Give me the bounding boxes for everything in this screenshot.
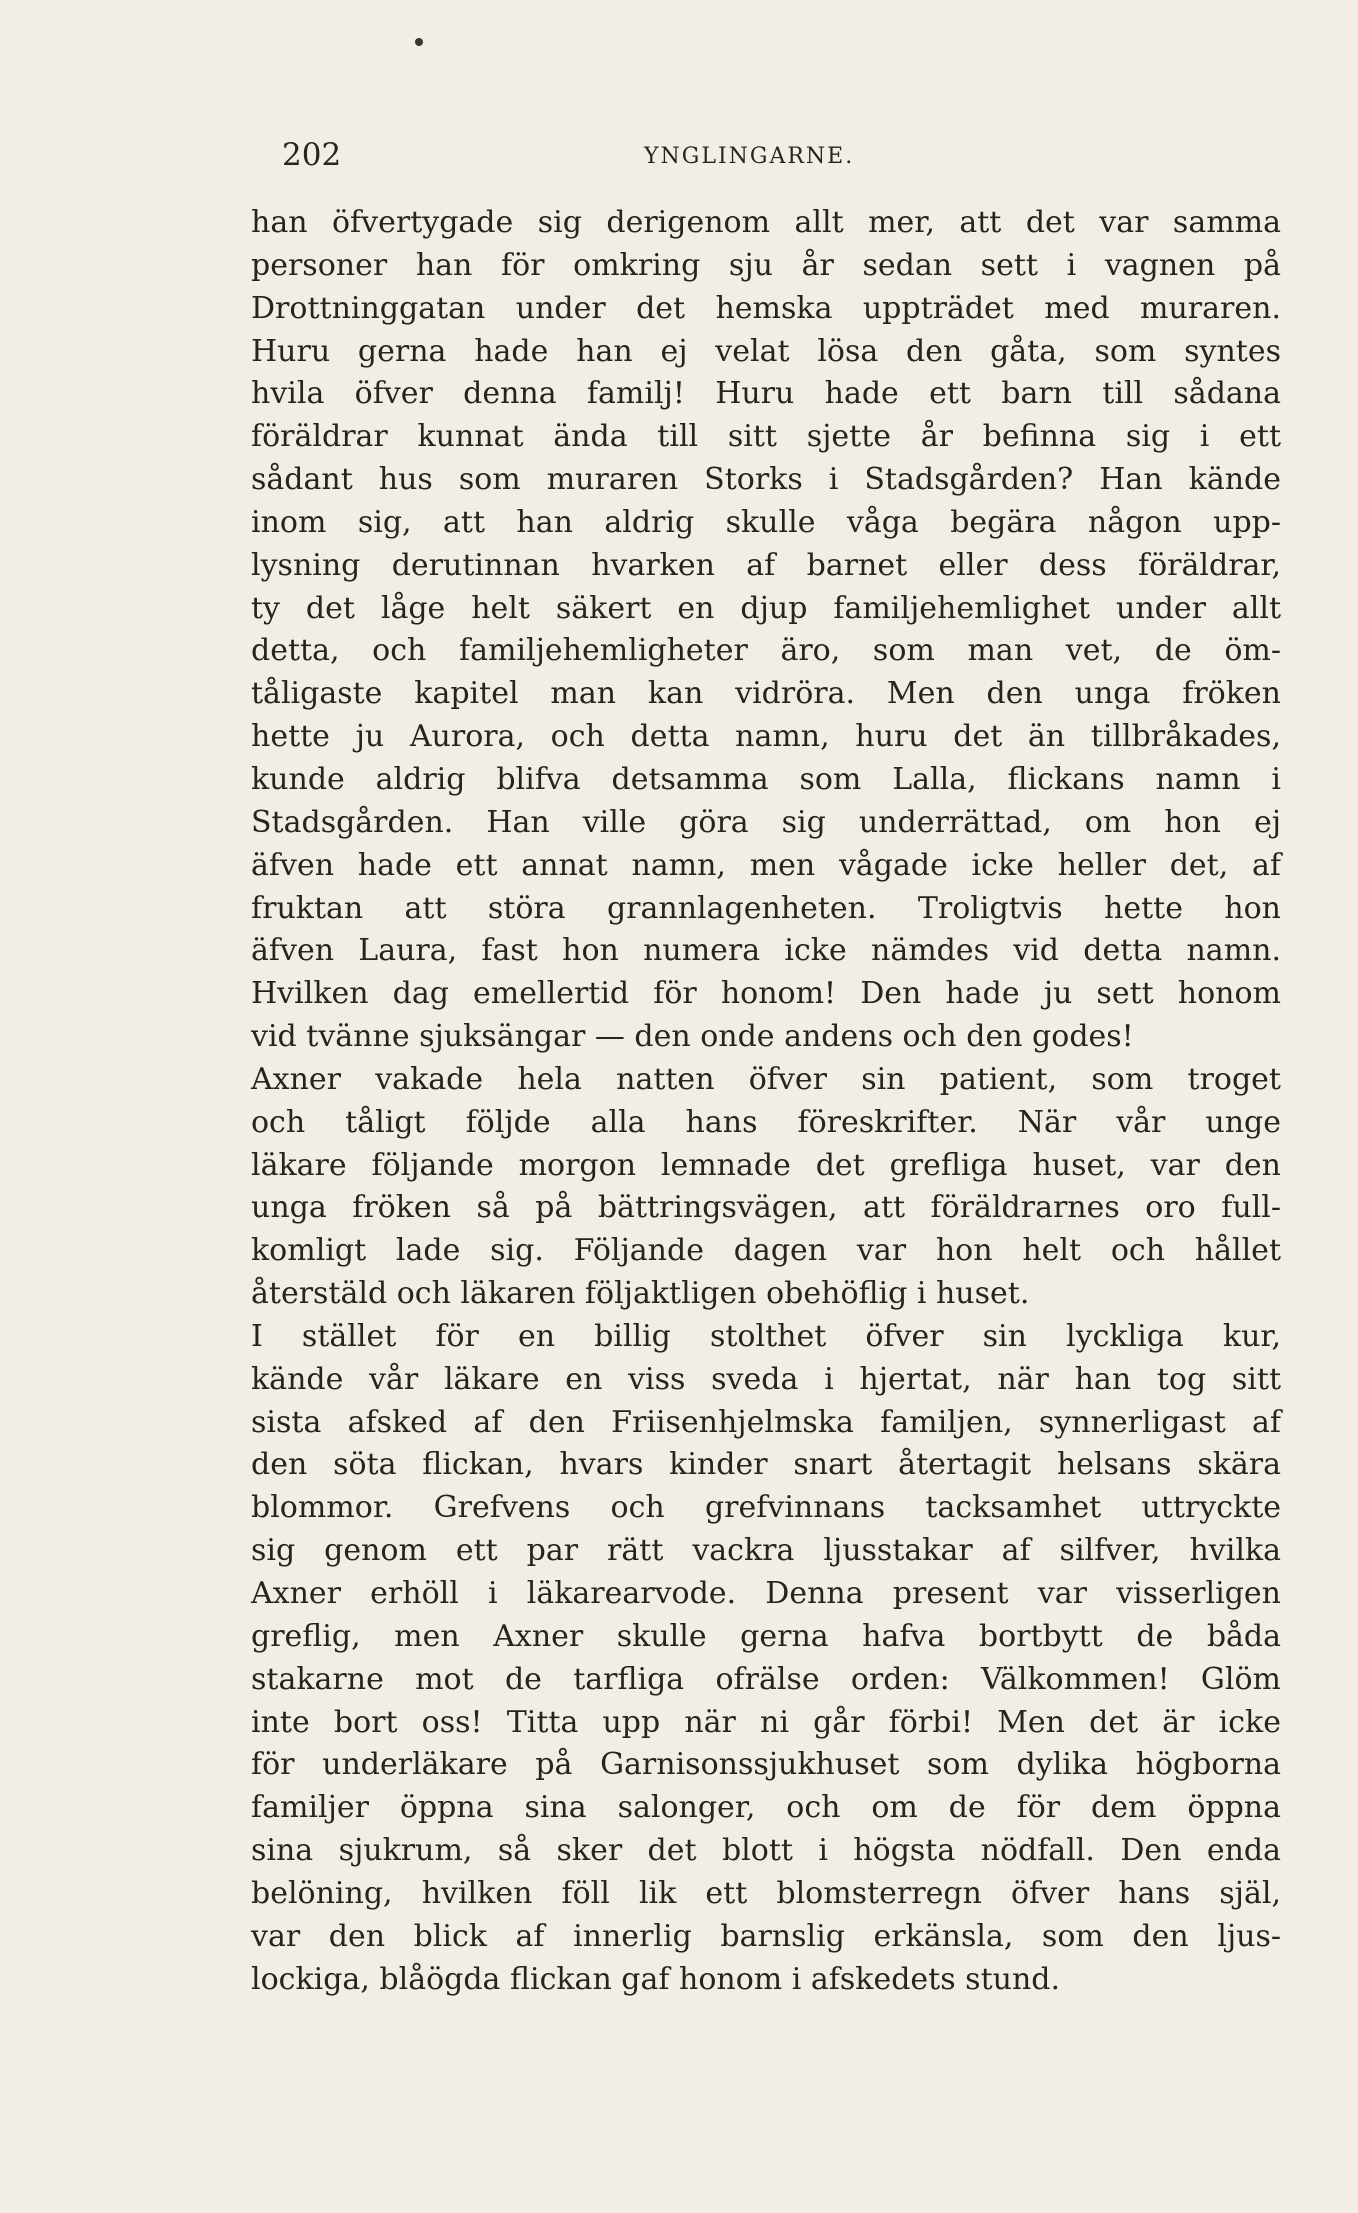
text-line: äfven Laura, fast hon numera icke nämdes vid detta namn. (251, 933, 1281, 969)
text-line: vid tvänne sjuksängar — den onde andens och den godes! (251, 1019, 1134, 1055)
text-line: sista afsked af den Friisenhjelmska familjen, synnerligast af (251, 1404, 1281, 1440)
text-line: återstäld och läkaren följaktligen obehöflig i huset. (251, 1276, 1030, 1312)
page-number: 202 (282, 137, 342, 173)
text-line: Axner erhöll i läkarearvode. Denna present var visserligen (251, 1576, 1281, 1611)
text-line: greflig, men Axner skulle gerna hafva bortbytt de båda (251, 1618, 1281, 1654)
text-line: föräldrar kunnat ända till sitt sjette år befinna sig i ett (251, 419, 1281, 455)
text-line: detta, och familjehemligheter äro, som man vet, de öm- (251, 633, 1281, 669)
text-line: sina sjukrum, så sker det blott i högsta nödfall. Den enda (251, 1833, 1281, 1869)
body-text (251, 202, 1281, 2001)
text-line: komligt lade sig. Följande dagen var hon helt och hållet (251, 1233, 1281, 1269)
text-line: unga fröken så på bättringsvägen, att föräldrarnes oro full- (251, 1190, 1281, 1226)
text-line: läkare följande morgon lemnade det grefliga huset, var den (251, 1147, 1281, 1183)
text-line: för underläkare på Garnisonssjukhuset som dylika högborna (251, 1747, 1281, 1783)
text-line: den söta flickan, hvars kinder snart återtagit helsans skära (251, 1447, 1281, 1483)
text-line: personer han för omkring sju år sedan sett i vagnen på (251, 247, 1281, 283)
text-line: han öfvertygade sig derigenom allt mer, att det var samma (251, 205, 1281, 240)
text-line: stakarne mot de tarfliga ofrälse orden: Välkommen! Glöm (251, 1661, 1281, 1697)
text-line: familjer öppna sina salonger, och om de för dem öppna (251, 1790, 1281, 1826)
page-header (282, 137, 1281, 177)
text-line: lysning derutinnan hvarken af barnet eller dess föräldrar, (251, 547, 1281, 583)
text-line: Axner vakade hela natten öfver sin patient, som troget (251, 1061, 1281, 1097)
text-line: sådant hus som muraren Storks i Stadsgården? Han kände (251, 462, 1281, 498)
text-line: Drottninggatan under det hemska uppträdet med muraren. (251, 290, 1281, 326)
text-line: äfven hade ett annat namn, men vågade icke heller det, af (251, 847, 1281, 883)
text-line: I stället för en billig stolthet öfver sin lyckliga kur, (251, 1318, 1281, 1354)
text-line: inte bort oss! Titta upp när ni går förbi! Men det är icke (251, 1704, 1281, 1740)
text-line: Stadsgården. Han ville göra sig underrättad, om hon ej (251, 804, 1281, 840)
text-line: kände vår läkare en viss sveda i hjertat, när han tog sitt (251, 1361, 1281, 1397)
running-head: YNGLINGARNE. (644, 144, 855, 169)
text-line: och tåligt följde alla hans föreskrifter. När vår unge (251, 1104, 1281, 1140)
text-line: lockiga, blåögda flickan gaf honom i afskedets stund. (251, 1961, 1061, 1997)
text-line: tåligaste kapitel man kan vidröra. Men den unga fröken (251, 676, 1281, 712)
ink-speck (415, 38, 423, 46)
text-line: Huru gerna hade han ej velat lösa den gåta, som syntes (251, 333, 1281, 369)
text-line: hvila öfver denna familj! Huru hade ett barn till sådana (251, 376, 1281, 412)
text-line: kunde aldrig blifva detsamma som Lalla, flickans namn i (251, 761, 1281, 797)
text-line: ty det låge helt säkert en djup familjehemlighet under allt (251, 590, 1281, 626)
text-line: belöning, hvilken föll lik ett blomsterregn öfver hans själ, (251, 1875, 1281, 1911)
text-line: blommor. Grefvens och grefvinnans tacksamhet uttryckte (251, 1490, 1281, 1526)
text-line: var den blick af innerlig barnslig erkänsla, som den ljus- (251, 1918, 1281, 1954)
text-line: inom sig, att han aldrig skulle våga begära någon upp- (251, 504, 1281, 540)
text-line: Hvilken dag emellertid för honom! Den hade ju sett honom (251, 976, 1281, 1012)
text-line: hette ju Aurora, och detta namn, huru det än tillbråkades, (251, 719, 1281, 755)
text-line: fruktan att störa grannlagenheten. Troligtvis hette hon (251, 890, 1281, 926)
text-line: sig genom ett par rätt vackra ljusstakar af silfver, hvilka (251, 1533, 1281, 1569)
